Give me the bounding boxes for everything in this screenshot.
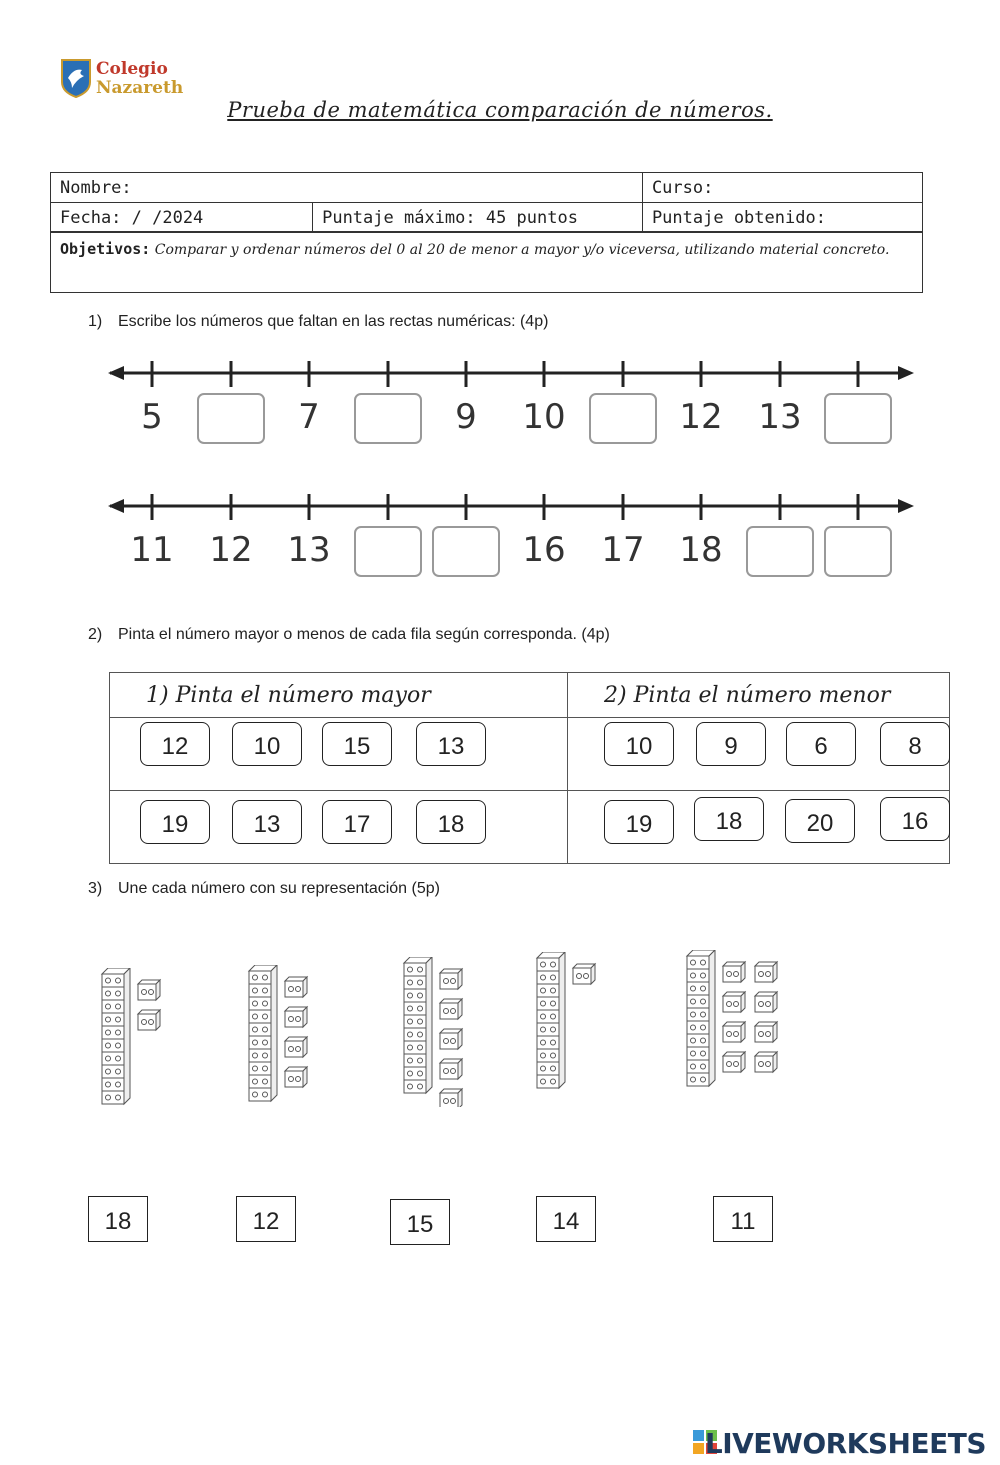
number-line-2-label: 11	[130, 530, 174, 570]
number-line-1	[100, 355, 920, 455]
ten-rod	[102, 968, 130, 1104]
number-line-1-label: 9	[455, 397, 477, 437]
paint-number-box[interactable]: 8	[880, 722, 950, 766]
ten-rod	[537, 952, 565, 1088]
unit-cube	[440, 1029, 462, 1049]
number-line-1-label: 12	[679, 397, 723, 437]
puntaje-maximo-field: Puntaje máximo: 45 puntos	[313, 203, 643, 233]
paint-number-box[interactable]: 9	[696, 722, 766, 766]
number-line-2-axis	[100, 488, 920, 528]
unit-cube	[440, 999, 462, 1019]
number-line-1-blank-box[interactable]	[354, 393, 422, 444]
unit-cube	[573, 964, 595, 984]
number-line-1-blank-box[interactable]	[589, 393, 657, 444]
unit-cube	[723, 992, 745, 1012]
answer-box[interactable]: 11	[713, 1196, 773, 1242]
paint-number-box[interactable]: 13	[416, 722, 486, 766]
ten-rod	[249, 965, 277, 1101]
unit-cube	[723, 1022, 745, 1042]
question-1-number: 1)	[88, 313, 103, 330]
objetivos-table	[50, 231, 923, 293]
number-line-2-blank-box[interactable]	[824, 526, 892, 577]
paint-col1-row1	[110, 718, 568, 791]
school-logo-icon	[60, 58, 92, 98]
unit-cube	[440, 1059, 462, 1079]
curso-field[interactable]: Curso:	[642, 173, 922, 203]
paint-number-box[interactable]: 19	[140, 800, 210, 844]
question-2	[88, 626, 610, 644]
number-line-2-blank-box[interactable]	[432, 526, 500, 577]
paint-col1-row2	[110, 791, 568, 864]
base-ten-representation[interactable]	[247, 965, 357, 1115]
school-logo-text	[96, 60, 183, 98]
paint-number-box[interactable]: 15	[322, 722, 392, 766]
number-line-2-blank-box[interactable]	[354, 526, 422, 577]
paint-number-box[interactable]: 17	[322, 800, 392, 844]
ten-rod	[687, 950, 715, 1086]
number-line-1-label: 7	[298, 397, 320, 437]
number-line-1-label: 10	[522, 397, 566, 437]
liveworksheets-brand: LIVEWORKSHEETS	[704, 1427, 986, 1460]
number-line-2-label: 13	[287, 530, 331, 570]
question-3-number: 3)	[88, 880, 103, 897]
number-line-1-axis	[100, 355, 920, 395]
question-2-number: 2)	[88, 626, 103, 643]
objetivos-label: Objetivos:	[60, 240, 151, 258]
objetivos-text: Comparar y ordenar números del 0 al 20 de menor a mayor y/o viceversa, utilizando material concreto.	[154, 242, 890, 258]
number-line-1-blank-box[interactable]	[197, 393, 265, 444]
paint-table	[109, 672, 950, 864]
unit-cube	[285, 1037, 307, 1057]
number-line-1-label: 5	[141, 397, 163, 437]
unit-cube	[723, 962, 745, 982]
base-ten-representation[interactable]	[535, 952, 645, 1102]
paint-number-box[interactable]: 10	[232, 722, 302, 766]
answer-box[interactable]: 15	[390, 1199, 450, 1245]
number-line-2-label: 18	[679, 530, 723, 570]
unit-cube	[723, 1052, 745, 1072]
number-line-2-label: 17	[601, 530, 645, 570]
unit-cube	[755, 962, 777, 982]
logo-line1: Colegio	[96, 59, 168, 79]
number-line-2-label: 16	[522, 530, 566, 570]
logo-line2: Nazareth	[96, 78, 184, 98]
puntaje-obtenido-field[interactable]: Puntaje obtenido:	[642, 203, 922, 233]
number-line-2	[100, 488, 920, 588]
unit-cube	[755, 1052, 777, 1072]
unit-cube	[285, 1067, 307, 1087]
nombre-field[interactable]: Nombre:	[51, 173, 643, 203]
ten-rod	[404, 957, 432, 1093]
paint-col2-row2	[568, 791, 950, 864]
base-ten-representation[interactable]	[685, 950, 795, 1100]
unit-cube	[138, 1010, 160, 1030]
answer-box[interactable]: 12	[236, 1196, 296, 1242]
unit-cube	[440, 1089, 462, 1107]
number-line-1-blank-box[interactable]	[824, 393, 892, 444]
paint-number-box[interactable]: 16	[880, 797, 950, 841]
paint-number-box[interactable]: 10	[604, 722, 674, 766]
fecha-field[interactable]: Fecha: / /2024	[51, 203, 313, 233]
base-ten-representation[interactable]	[402, 957, 512, 1107]
unit-cube	[755, 1022, 777, 1042]
unit-cube	[755, 992, 777, 1012]
question-1	[88, 313, 548, 331]
number-line-2-blank-box[interactable]	[746, 526, 814, 577]
paint-number-box[interactable]: 18	[416, 800, 486, 844]
page-title: Prueba de matemática comparación de números.	[227, 98, 773, 122]
question-3-text: Une cada número con su representación (5p)	[118, 880, 440, 897]
answer-box[interactable]: 14	[536, 1196, 596, 1242]
paint-number-box[interactable]: 18	[694, 797, 764, 841]
question-1-text: Escribe los números que faltan en las rectas numéricas: (4p)	[118, 313, 549, 330]
number-line-2-label: 12	[209, 530, 253, 570]
question-3	[88, 880, 440, 898]
paint-col2-header: 2) Pinta el número menor	[568, 673, 950, 718]
paint-number-box[interactable]: 6	[786, 722, 856, 766]
paint-col1-header: 1) Pinta el número mayor	[110, 673, 568, 718]
unit-cube	[285, 977, 307, 997]
paint-number-box[interactable]: 20	[785, 799, 855, 843]
question-2-text: Pinta el número mayor o menos de cada fila según corresponda. (4p)	[118, 626, 610, 643]
answer-box[interactable]: 18	[88, 1196, 148, 1242]
paint-number-box[interactable]: 19	[604, 800, 674, 844]
objetivos-cell	[51, 232, 923, 293]
number-line-1-label: 13	[758, 397, 802, 437]
student-info-table	[50, 172, 923, 233]
paint-number-box[interactable]: 12	[140, 722, 210, 766]
base-ten-representation[interactable]	[100, 968, 210, 1118]
unit-cube	[138, 980, 160, 1000]
unit-cube	[285, 1007, 307, 1027]
paint-number-box[interactable]: 13	[232, 800, 302, 844]
paint-col2-row1	[568, 718, 950, 791]
unit-cube	[440, 969, 462, 989]
